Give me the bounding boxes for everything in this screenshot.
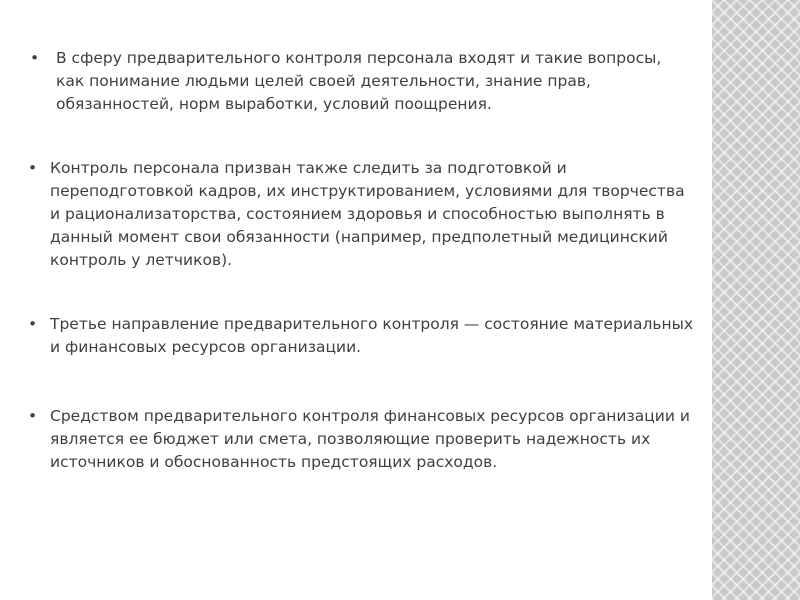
bullet-text: Третье направление предварительного контроля — состояние материальных и финансовых ресурсов организации. [50,315,694,356]
bullet-text: Средством предварительного контроля финансовых ресурсов организации и является ее бюджет или смета, позволяющие проверить надежность их источников и обоснованность предстоящих расходов. [50,407,690,471]
bullet-icon: • [28,315,38,333]
bullet-item [28,405,698,474]
decorative-side-band [712,0,800,600]
bullet-text: В сферу предварительного контроля персонала входят и такие вопросы, как понимание людьми целей своей деятельности, знание прав, обязанностей, норм выработки, условий поощрения. [56,49,662,113]
bullet-icon: • [30,49,40,67]
bullet-item [30,47,690,116]
bullet-item [28,313,698,359]
bullet-icon: • [28,407,38,425]
bullet-icon: • [28,159,38,177]
bullet-item [28,157,698,272]
bullet-text: Контроль персонала призван также следить за подготовкой и переподготовкой кадров, их инструктированием, условиями для творчества и рационализаторства, состоянием здоровья и способностью выполнять в данный момент свои обязанности (например, предполетный медицинский контроль у летчиков). [50,159,685,269]
